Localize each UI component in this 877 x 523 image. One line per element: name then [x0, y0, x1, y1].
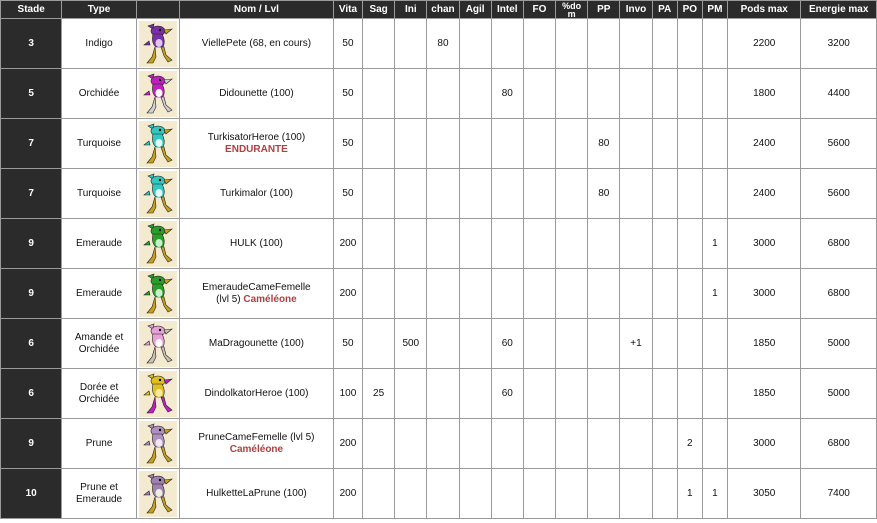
header-agil: Agil — [459, 1, 491, 19]
name-cell — [180, 219, 334, 269]
stat-cell-po — [677, 19, 702, 69]
dragodinde-name: Turkimalor (100) — [219, 187, 293, 199]
stat-cell-pods: 3000 — [728, 419, 801, 469]
type-cell — [62, 419, 136, 469]
stat-cell-intel — [491, 469, 523, 519]
stat-cell-po — [677, 269, 702, 319]
table-row — [1, 219, 877, 269]
stat-cell-fo — [523, 319, 555, 369]
type-label-secondary: Orchidée — [78, 393, 120, 405]
stat-cell-fo — [523, 19, 555, 69]
type-label: Orchidée — [78, 87, 120, 99]
stat-cell-intel — [491, 219, 523, 269]
type-cell — [62, 219, 136, 269]
stat-cell-sag — [363, 69, 395, 119]
stat-cell-intel: 80 — [491, 69, 523, 119]
name-cell — [180, 369, 334, 419]
trait-badge: Caméléone — [229, 443, 284, 455]
dragodinde-icon — [139, 21, 177, 67]
stat-cell-dom — [556, 269, 588, 319]
stat-cell-ini — [395, 169, 427, 219]
header-type: Type — [62, 1, 136, 19]
stat-cell-pp — [588, 219, 620, 269]
stat-cell-intel — [491, 169, 523, 219]
name-cell — [180, 169, 334, 219]
type-cell — [62, 119, 136, 169]
type-label: Prune — [85, 437, 113, 449]
dragodinde-image-cell — [136, 219, 179, 269]
stat-cell-agil — [459, 169, 491, 219]
type-label-secondary: Emeraude — [75, 493, 123, 505]
stat-cell-energie: 5600 — [801, 119, 877, 169]
header-vita: Vita — [333, 1, 362, 19]
stade-cell: 7 — [1, 169, 62, 219]
stat-cell-pods: 1800 — [728, 69, 801, 119]
stat-cell-pm — [702, 69, 727, 119]
stat-cell-ini — [395, 269, 427, 319]
stat-cell-pp — [588, 419, 620, 469]
stat-cell-sag: 25 — [363, 369, 395, 419]
stat-cell-intel — [491, 419, 523, 469]
stat-cell-chan: 80 — [427, 19, 459, 69]
stat-cell-intel — [491, 19, 523, 69]
stat-cell-pm — [702, 169, 727, 219]
stat-cell-pp: 80 — [588, 119, 620, 169]
stat-cell-pa — [652, 69, 677, 119]
stat-cell-sag — [363, 19, 395, 69]
stat-cell-intel — [491, 119, 523, 169]
stat-cell-pa — [652, 219, 677, 269]
dragodinde-name: TurkisatorHeroe (100) — [207, 131, 306, 143]
stat-cell-fo — [523, 269, 555, 319]
stat-cell-dom — [556, 369, 588, 419]
stat-cell-pods: 2400 — [728, 119, 801, 169]
stat-cell-dom — [556, 69, 588, 119]
stat-cell-dom — [556, 469, 588, 519]
dragodinde-icon — [139, 171, 177, 217]
table-row — [1, 419, 877, 469]
stat-cell-sag — [363, 169, 395, 219]
trait-badge: Caméléone — [243, 293, 297, 305]
stat-cell-ini — [395, 69, 427, 119]
stat-cell-vita: 200 — [333, 219, 362, 269]
stat-cell-invo — [620, 269, 652, 319]
dragodinde-icon — [139, 271, 177, 317]
header-invo: Invo — [620, 1, 652, 19]
stat-cell-pods: 2400 — [728, 169, 801, 219]
level-text: (lvl 5) — [216, 293, 244, 305]
stat-cell-intel: 60 — [491, 369, 523, 419]
stat-cell-agil — [459, 269, 491, 319]
stat-cell-dom — [556, 19, 588, 69]
stat-cell-dom — [556, 319, 588, 369]
stade-cell: 3 — [1, 19, 62, 69]
dragodinde-icon — [139, 221, 177, 267]
type-label: Turquoise — [77, 187, 122, 199]
stat-cell-pm — [702, 319, 727, 369]
stat-cell-pp — [588, 469, 620, 519]
stat-cell-vita: 200 — [333, 469, 362, 519]
stat-cell-fo — [523, 119, 555, 169]
header-pa: PA — [652, 1, 677, 19]
type-cell — [62, 269, 136, 319]
type-label: Dorée et — [79, 381, 119, 393]
header-energie: Energie max — [801, 1, 877, 19]
table-row — [1, 19, 877, 69]
dragodinde-image-cell — [136, 419, 179, 469]
stat-cell-chan — [427, 319, 459, 369]
stat-cell-sag — [363, 269, 395, 319]
stat-cell-agil — [459, 319, 491, 369]
name-cell — [180, 319, 334, 369]
stat-cell-energie: 5000 — [801, 369, 877, 419]
name-cell — [180, 269, 334, 319]
stat-cell-po: 1 — [677, 469, 702, 519]
dragodinde-name: DindolkatorHeroe (100) — [204, 387, 309, 399]
stat-cell-invo — [620, 469, 652, 519]
stat-cell-energie: 3200 — [801, 19, 877, 69]
stat-cell-sag — [363, 319, 395, 369]
header-name: Nom / Lvl — [180, 1, 334, 19]
dragodinde-name: Didounette (100) — [219, 87, 294, 99]
stat-cell-vita: 50 — [333, 119, 362, 169]
stat-cell-pp — [588, 319, 620, 369]
stat-cell-pp — [588, 369, 620, 419]
header-fo: FO — [523, 1, 555, 19]
type-label: Emeraude — [75, 287, 123, 299]
header-pm: PM — [702, 1, 727, 19]
header-intel: Intel — [491, 1, 523, 19]
stat-cell-vita: 50 — [333, 69, 362, 119]
dragodinde-icon — [139, 371, 177, 417]
dragodinde-image-cell — [136, 319, 179, 369]
type-label: Amande et — [74, 331, 124, 343]
type-cell — [62, 469, 136, 519]
stat-cell-intel — [491, 269, 523, 319]
trait-badge: ENDURANTE — [225, 143, 288, 155]
stat-cell-pp: 80 — [588, 169, 620, 219]
stat-cell-invo — [620, 119, 652, 169]
stat-cell-energie: 5600 — [801, 169, 877, 219]
stat-cell-sag — [363, 119, 395, 169]
stat-cell-fo — [523, 369, 555, 419]
dragodinde-icon — [139, 471, 177, 517]
type-label-secondary: Orchidée — [78, 343, 120, 355]
stat-cell-chan — [427, 69, 459, 119]
dragodinde-icon — [139, 71, 177, 117]
stat-cell-invo: +1 — [620, 319, 652, 369]
stat-cell-po — [677, 69, 702, 119]
name-cell — [180, 469, 334, 519]
stat-cell-ini: 500 — [395, 319, 427, 369]
stat-cell-ini — [395, 369, 427, 419]
stat-cell-pm — [702, 19, 727, 69]
dragodinde-name: ViellePete (68, en cours) — [201, 37, 312, 49]
stat-cell-po — [677, 369, 702, 419]
stat-cell-pa — [652, 469, 677, 519]
stat-cell-invo — [620, 419, 652, 469]
type-cell — [62, 319, 136, 369]
dragodinde-image-cell — [136, 169, 179, 219]
dragodinde-image-cell — [136, 69, 179, 119]
stat-cell-energie: 5000 — [801, 319, 877, 369]
type-label: Indigo — [85, 37, 113, 49]
dragodinde-image-cell — [136, 369, 179, 419]
stat-cell-chan — [427, 169, 459, 219]
stat-cell-pods: 3000 — [728, 219, 801, 269]
stat-cell-vita: 50 — [333, 169, 362, 219]
type-cell — [62, 19, 136, 69]
stat-cell-pa — [652, 319, 677, 369]
dragodinde-name: HULK (100) — [230, 237, 283, 249]
dragodinde-image-cell — [136, 269, 179, 319]
type-cell — [62, 369, 136, 419]
header-row — [1, 1, 877, 19]
header-stade: Stade — [1, 1, 62, 19]
stade-cell: 6 — [1, 319, 62, 369]
header-ini: Ini — [395, 1, 427, 19]
stat-cell-fo — [523, 469, 555, 519]
dragodinde-icon — [139, 121, 177, 167]
header-dom: %do m — [556, 1, 588, 19]
stat-cell-vita: 200 — [333, 269, 362, 319]
dragodinde-name-line2 — [180, 294, 333, 306]
stat-cell-invo — [620, 19, 652, 69]
header-pods: Pods max — [728, 1, 801, 19]
stat-cell-pm: 1 — [702, 469, 727, 519]
stat-cell-ini — [395, 19, 427, 69]
stat-cell-chan — [427, 419, 459, 469]
type-label: Prune et — [80, 481, 118, 493]
stat-cell-po — [677, 119, 702, 169]
dragodinde-name: EmeraudeCameFemelle — [202, 281, 311, 293]
stat-cell-sag — [363, 469, 395, 519]
stat-cell-pm — [702, 119, 727, 169]
stat-cell-pa — [652, 19, 677, 69]
dragodinde-name: HulketteLaPrune (100) — [206, 487, 307, 499]
header-chan: chan — [427, 1, 459, 19]
name-cell — [180, 19, 334, 69]
stat-cell-energie: 6800 — [801, 269, 877, 319]
stat-cell-pm — [702, 419, 727, 469]
type-cell — [62, 169, 136, 219]
table-row — [1, 319, 877, 369]
stat-cell-agil — [459, 19, 491, 69]
stat-cell-chan — [427, 469, 459, 519]
stat-cell-agil — [459, 69, 491, 119]
stade-cell: 5 — [1, 69, 62, 119]
stat-cell-fo — [523, 219, 555, 269]
dragodinde-image-cell — [136, 19, 179, 69]
stat-cell-ini — [395, 119, 427, 169]
stat-cell-energie: 6800 — [801, 219, 877, 269]
stat-cell-po: 2 — [677, 419, 702, 469]
stat-cell-agil — [459, 369, 491, 419]
stade-cell: 6 — [1, 369, 62, 419]
header-image — [136, 1, 179, 19]
stat-cell-chan — [427, 219, 459, 269]
stat-cell-pa — [652, 419, 677, 469]
stade-cell: 9 — [1, 219, 62, 269]
stat-cell-fo — [523, 69, 555, 119]
stat-cell-chan — [427, 369, 459, 419]
stat-cell-agil — [459, 119, 491, 169]
stat-cell-pp — [588, 269, 620, 319]
table-row — [1, 269, 877, 319]
header-po: PO — [677, 1, 702, 19]
stat-cell-fo — [523, 419, 555, 469]
type-label: Emeraude — [75, 237, 123, 249]
stat-cell-agil — [459, 219, 491, 269]
stat-cell-fo — [523, 169, 555, 219]
stade-cell: 9 — [1, 269, 62, 319]
stat-cell-pods: 2200 — [728, 19, 801, 69]
stat-cell-pa — [652, 169, 677, 219]
stat-cell-agil — [459, 419, 491, 469]
dragodinde-image-cell — [136, 469, 179, 519]
stat-cell-pp — [588, 19, 620, 69]
dragodinde-icon — [139, 421, 177, 467]
stat-cell-ini — [395, 419, 427, 469]
stade-cell: 9 — [1, 419, 62, 469]
stat-cell-pp — [588, 69, 620, 119]
stat-cell-invo — [620, 219, 652, 269]
stat-cell-invo — [620, 69, 652, 119]
stat-cell-ini — [395, 469, 427, 519]
table-row — [1, 69, 877, 119]
stat-cell-vita: 200 — [333, 419, 362, 469]
stat-cell-pa — [652, 369, 677, 419]
dragodinde-name: PruneCameFemelle (lvl 5) — [198, 431, 315, 443]
table-row — [1, 119, 877, 169]
stat-cell-pm — [702, 369, 727, 419]
stat-cell-vita: 100 — [333, 369, 362, 419]
stat-cell-dom — [556, 119, 588, 169]
dragodinde-image-cell — [136, 119, 179, 169]
stat-cell-agil — [459, 469, 491, 519]
stat-cell-dom — [556, 219, 588, 269]
stat-cell-chan — [427, 269, 459, 319]
stat-cell-energie: 6800 — [801, 419, 877, 469]
stat-cell-invo — [620, 369, 652, 419]
table-row — [1, 169, 877, 219]
type-cell — [62, 69, 136, 119]
type-label: Turquoise — [77, 137, 122, 149]
name-cell — [180, 419, 334, 469]
table-row — [1, 369, 877, 419]
stat-cell-pa — [652, 119, 677, 169]
stat-cell-sag — [363, 219, 395, 269]
stat-cell-po — [677, 319, 702, 369]
name-cell — [180, 69, 334, 119]
stat-cell-po — [677, 169, 702, 219]
stat-cell-pods: 3050 — [728, 469, 801, 519]
stat-cell-energie: 4400 — [801, 69, 877, 119]
stat-cell-ini — [395, 219, 427, 269]
stat-cell-pods: 1850 — [728, 319, 801, 369]
dragodinde-icon — [139, 321, 177, 367]
stat-cell-vita: 50 — [333, 19, 362, 69]
stat-cell-pods: 1850 — [728, 369, 801, 419]
stat-cell-pm: 1 — [702, 269, 727, 319]
header-pp: PP — [588, 1, 620, 19]
stat-cell-po — [677, 219, 702, 269]
stat-cell-dom — [556, 419, 588, 469]
name-cell — [180, 119, 334, 169]
dragodinde-name: MaDragounette (100) — [208, 337, 304, 349]
stat-cell-sag — [363, 419, 395, 469]
stat-cell-dom — [556, 169, 588, 219]
stat-cell-energie: 7400 — [801, 469, 877, 519]
stat-cell-vita: 50 — [333, 319, 362, 369]
table-row — [1, 469, 877, 519]
stade-cell: 10 — [1, 469, 62, 519]
stat-cell-chan — [427, 119, 459, 169]
stat-cell-pm: 1 — [702, 219, 727, 269]
header-sag: Sag — [363, 1, 395, 19]
stat-cell-invo — [620, 169, 652, 219]
stat-cell-pa — [652, 269, 677, 319]
stat-cell-pods: 3000 — [728, 269, 801, 319]
stat-cell-intel: 60 — [491, 319, 523, 369]
stade-cell: 7 — [1, 119, 62, 169]
